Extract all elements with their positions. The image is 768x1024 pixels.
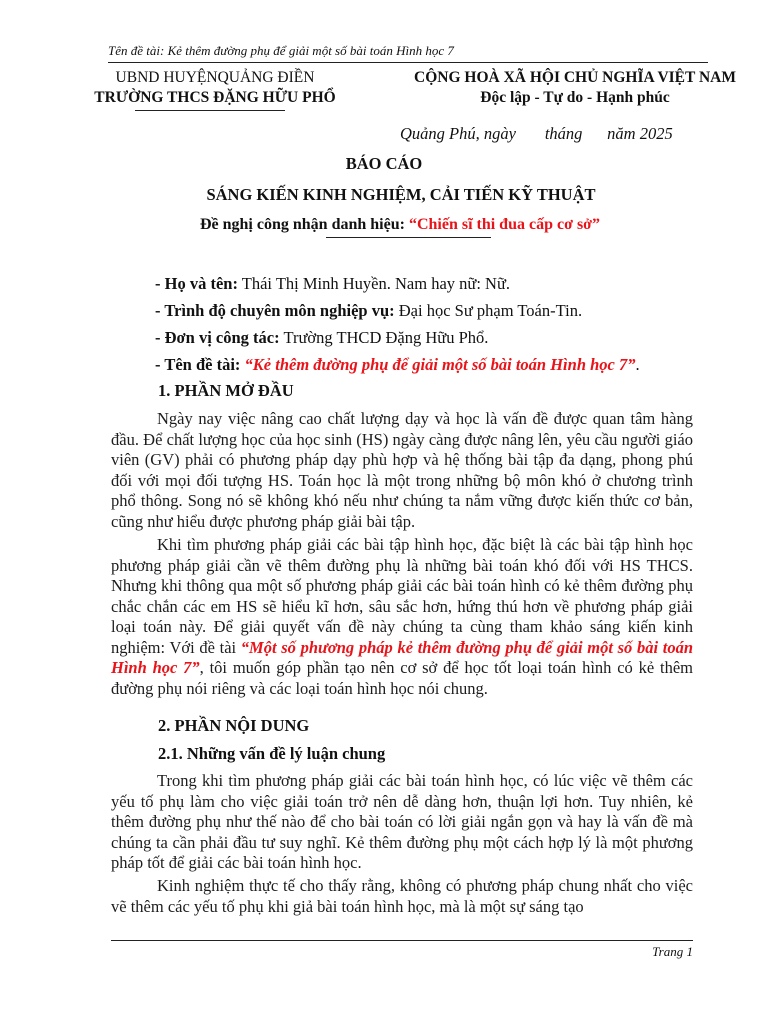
date-line: Quảng Phú, ngày tháng năm 2025 <box>400 124 673 143</box>
school-name: TRƯỜNG THCS ĐẶNG HỮU PHỔ <box>94 89 336 106</box>
intro-paragraph-2-end: , tôi muốn góp phần tạo nên cơ sở để học tốt loại toán hình có kẻ thêm đường phụ nói riêng và các loại toán hình học nói chung. <box>111 658 693 698</box>
footer-divider <box>111 940 693 941</box>
name-value: Thái Thị Minh Huyền. Nam hay nữ: Nữ. <box>237 274 511 293</box>
proposal-underline <box>326 237 491 238</box>
info-topic <box>155 355 640 375</box>
topic-value: “Kẻ thêm đường phụ để giải một số bài toán Hình học 7” <box>244 355 636 374</box>
intro-paragraph-2 <box>111 535 693 699</box>
proposal-value: “Chiến sĩ thi đua cấp cơ sở” <box>408 216 601 233</box>
intro-paragraph-2-text: Khi tìm phương pháp giải các bài tập hình học, đặc biệt là các bài tập hình học phương pháp giải cần vẽ thêm đường phụ là những bài toán khó đối với HS THCS. Nhưng khi thông qua một số phương pháp giải các bài toán hình có kẻ thêm đường phụ chắc chắn các em HS sẽ hiểu kĩ hơn, sâu sắc hơn, hứng thú hơn về phương pháp giải loại toán này. Để giải quyết vấn đề này chúng ta cùng tham khảo sáng kiến kinh nghiệm: Với đề tài <box>111 535 693 657</box>
info-unit <box>155 328 488 348</box>
intro-paragraph-1-text: Ngày nay việc nâng cao chất lượng dạy và học là vấn đề được quan tâm hàng đầu. Để chất lượng học của học sinh (HS) ngày càng được nâng lên, yêu cầu người giáo viên (GV) phải có phương pháp dạy phù hợp và hệ thống bài tập đa dạng, phong phú đối với mọi đối tượng HS. Toán học là một trong những bộ môn khó ở chương trình phổ thông. Song nó sẽ không khó nếu như chúng ta nắm vững được kiến thức cơ bản, cũng như hiểu được phương pháp giải bài tập. <box>111 409 693 531</box>
content-paragraph-1 <box>111 771 693 874</box>
page-number: Trang 1 <box>652 944 693 959</box>
organization-block <box>70 68 360 108</box>
topic-highlight: “Một số phương pháp kẻ thêm đường phụ để giải một số bài toán Hình học 7” <box>111 637 693 677</box>
country-name: CỘNG HOÀ XÃ HỘI CHỦ NGHĨA VIỆT NAM <box>414 69 736 86</box>
running-header: Tên đề tài: Kẻ thêm đường phụ để giải một số bài toán Hình học 7 <box>108 43 708 63</box>
motto-text: Độc lập - Tự do - Hạnh phúc <box>480 89 670 106</box>
district-name: UBND HUYỆNQUẢNG ĐIỀN <box>115 69 315 86</box>
section-heading-2: 2. PHẦN NỘI DUNG <box>158 716 310 735</box>
unit-label: - Đơn vị công tác: <box>155 328 280 347</box>
info-degree <box>155 301 582 321</box>
org-underline <box>135 110 285 111</box>
section-heading-1: 1. PHẦN MỞ ĐẦU <box>158 381 294 400</box>
topic-label: - Tên đề tài: <box>155 355 245 374</box>
topic-end: . <box>635 355 640 374</box>
subsection-heading-2-1: 2.1. Những vấn đề lý luận chung <box>158 744 386 763</box>
degree-label: - Trình độ chuyên môn nghiệp vụ: <box>155 301 395 320</box>
name-label: - Họ và tên: <box>155 274 238 293</box>
proposal-label: Đề nghị công nhận danh hiệu: <box>199 216 409 233</box>
report-subtitle: SÁNG KIẾN KINH NGHIỆM, CẢI TIẾN KỸ THUẬT <box>206 185 596 204</box>
national-motto-block <box>390 68 760 108</box>
intro-paragraph-1 <box>111 409 693 532</box>
info-name <box>155 274 510 294</box>
degree-value: Đại học Sư phạm Toán-Tin. <box>394 301 583 320</box>
proposal-line <box>0 216 768 234</box>
report-title: BÁO CÁO <box>345 154 423 173</box>
content-paragraph-2-text: Kinh nghiệm thực tế cho thấy rằng, không có phương pháp chung nhất cho việc vẽ thêm các yếu tố phụ khi giả bài toán hình học, mà là một sự sáng tạo <box>111 876 693 916</box>
unit-value: Trường THCD Đặng Hữu Phổ. <box>279 328 489 347</box>
content-paragraph-1-text: Trong khi tìm phương pháp giải các bài toán hình học, có lúc việc vẽ thêm các yếu tố phụ làm cho việc giải toán trở nên dễ dàng hơn, thuận lợi hơn. Tuy nhiên, kẻ thêm đường phụ như thế nào để cho bài toán có lời giải ngắn gọn và hay là vấn đề mà chúng ta cần phải đầu tư suy nghĩ. Kẻ thêm đường phụ một cách hợp lý là một phương pháp tốt để giải các bài toán hình học. <box>111 771 693 872</box>
content-paragraph-2 <box>111 876 693 917</box>
